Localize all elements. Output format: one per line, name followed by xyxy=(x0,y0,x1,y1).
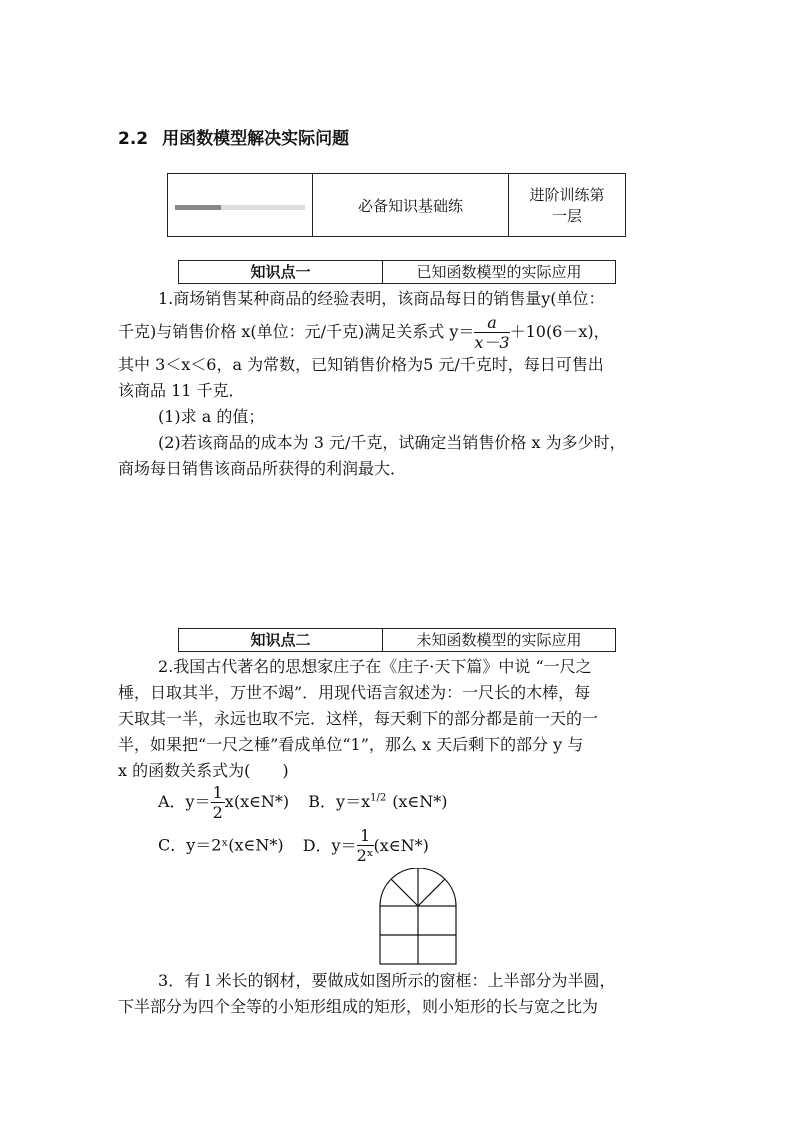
level-tier-line1: 进阶训练第 xyxy=(529,186,605,204)
arch-divider xyxy=(391,879,418,906)
question-2 xyxy=(118,654,678,784)
option-a-text: A．y＝ xyxy=(158,792,211,812)
progress-cell xyxy=(168,174,313,237)
level-tier-line2: 一层 xyxy=(551,207,582,225)
q1-part2: (2)若该商品的成本为 3 元/千克，试确定当销售价格 x 为多少时， xyxy=(158,433,626,452)
option-c: C．y＝2ˣ(x∈N*) xyxy=(158,835,284,855)
q2-options-cd xyxy=(158,828,429,864)
fraction-numerator: 1 xyxy=(212,782,223,802)
knowledge-point-1 xyxy=(178,260,616,284)
q2-line: 2.我国古代著名的思想家庄子在《庄子·天下篇》中说 “一尺之 xyxy=(158,657,592,676)
level-header-table xyxy=(167,173,626,237)
q1-part2-cont: 商场每日销售该商品所获得的利润最大． xyxy=(118,459,407,478)
q3-line: 3．有 l 米长的钢材，要做成如图所示的窗框：上半部分为半圆， xyxy=(158,971,616,990)
knowledge-point-label: 知识点一 xyxy=(179,261,383,283)
q2-line: 半，如果把“一尺之棰”看成单位“1”，那么 x 天后剩下的部分 y 与 xyxy=(118,735,584,754)
option-a-text: x(x∈N*) xyxy=(224,792,290,812)
option-b xyxy=(308,792,447,811)
section-number: 2.2 xyxy=(118,129,149,149)
level-name: 必备知识基础练 xyxy=(313,174,509,237)
option-b-text: (x∈N*) xyxy=(392,792,448,812)
section-title xyxy=(118,124,349,149)
arch-divider xyxy=(418,879,445,906)
q1-line: 1.商场销售某种商品的经验表明，该商品每日的销售量y(单位： xyxy=(158,289,605,308)
fraction xyxy=(474,312,510,352)
q1-line: 该商品 11 千克． xyxy=(118,381,245,400)
fraction xyxy=(357,828,374,864)
q1-text: ＋10(6－x)， xyxy=(509,322,610,341)
q2-line: x 的函数关系式为( ) xyxy=(118,761,289,780)
exponent: 1/2 xyxy=(370,793,387,804)
q2-options-ab xyxy=(158,782,448,821)
q1-line xyxy=(118,312,678,352)
question-1 xyxy=(118,286,678,482)
option-a xyxy=(158,782,290,822)
knowledge-point-2 xyxy=(178,628,616,652)
option-b-text: B．y＝x xyxy=(308,792,371,812)
fraction-denominator: 2ˣ xyxy=(356,846,374,865)
progress-fill xyxy=(175,205,221,210)
knowledge-point-label: 知识点二 xyxy=(179,629,383,651)
option-d-text: D．y＝ xyxy=(302,835,357,855)
fraction-numerator: a xyxy=(474,315,509,333)
option-d xyxy=(302,826,429,865)
option-d-text: (x∈N*) xyxy=(373,835,429,855)
progress-bar xyxy=(175,205,305,210)
q2-line: 棰，日取其半，万世不竭”．用现代语言叙述为：一尺长的木棒，每 xyxy=(118,683,591,702)
knowledge-point-topic: 已知函数模型的实际应用 xyxy=(416,263,582,281)
q3-line: 下半部分为四个全等的小矩形组成的矩形，则小矩形的长与宽之比为 xyxy=(118,997,599,1016)
level-tier xyxy=(509,174,626,237)
q2-line: 天取其一半，永远也取不完．这样，每天剩下的部分都是前一天的一 xyxy=(118,709,599,728)
q1-text: 千克)与销售价格 x(单位：元/千克)满足关系式 y＝ xyxy=(118,322,475,341)
question-3 xyxy=(118,968,678,1020)
fraction-numerator: 1 xyxy=(357,828,374,846)
fraction-denominator: x－3 xyxy=(474,332,510,352)
knowledge-point-topic: 未知函数模型的实际应用 xyxy=(416,631,582,649)
fraction-denominator: 2 xyxy=(212,802,223,822)
q1-part1: (1)求 a 的值； xyxy=(158,407,265,426)
window-frame-figure xyxy=(378,868,458,968)
fraction xyxy=(211,782,225,822)
q1-line: 其中 3＜x＜6，a 为常数，已知销售价格为5 元/千克时，每日可售出 xyxy=(118,355,604,374)
section-title-text: 用函数模型解决实际问题 xyxy=(162,129,350,149)
